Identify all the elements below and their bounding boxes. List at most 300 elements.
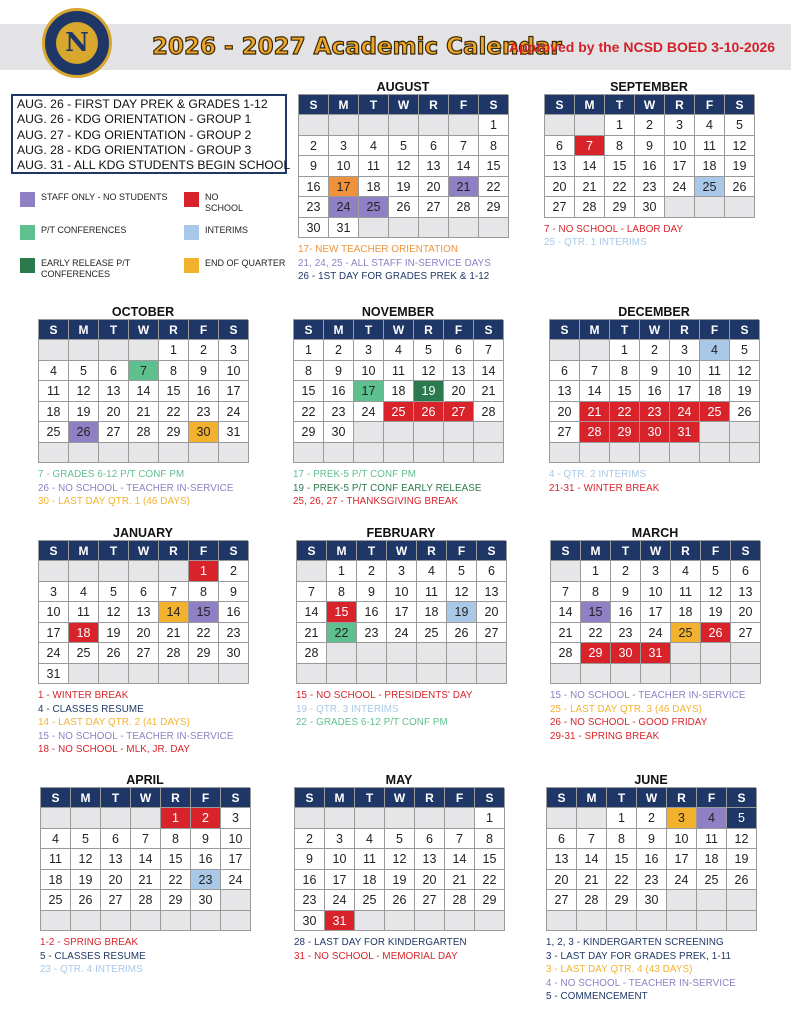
empty-cell — [695, 197, 725, 218]
day-cell: 12 — [447, 582, 477, 603]
weekday-header: S — [219, 541, 249, 561]
day-cell: 7 — [129, 361, 159, 382]
calendar-note: 21-31 - WINTER BREAK — [549, 482, 660, 494]
calendar-grid — [40, 787, 250, 931]
empty-cell — [327, 643, 357, 664]
calendar-note: 15 - NO SCHOOL - TEACHER IN-SERVICE — [550, 690, 746, 701]
day-cell: 15 — [327, 602, 357, 623]
empty-cell — [221, 911, 251, 932]
weekday-header: S — [730, 320, 760, 340]
weekday-header: S — [299, 95, 329, 115]
month-june — [546, 773, 756, 1004]
day-cell: 20 — [550, 402, 580, 423]
day-cell: 12 — [69, 381, 99, 402]
legend-staff-only — [20, 192, 191, 207]
day-cell: 16 — [640, 381, 670, 402]
day-cell: 14 — [445, 849, 475, 870]
day-cell: 11 — [417, 582, 447, 603]
day-cell: 13 — [101, 849, 131, 870]
day-cell: 9 — [295, 849, 325, 870]
day-cell: 9 — [637, 829, 667, 850]
empty-cell — [444, 422, 474, 443]
day-cell: 22 — [159, 402, 189, 423]
day-cell: 19 — [730, 381, 760, 402]
empty-cell — [71, 808, 101, 829]
calendar-note: 3 - LAST DAY QTR. 4 (43 DAYS) — [546, 964, 693, 975]
day-cell: 5 — [701, 561, 731, 582]
day-cell: 7 — [577, 829, 607, 850]
day-cell: 20 — [477, 602, 507, 623]
day-cell: 12 — [414, 361, 444, 382]
weekday-header: S — [219, 320, 249, 340]
day-cell: 1 — [294, 340, 324, 361]
day-cell: 24 — [325, 890, 355, 911]
month-name: NOVEMBER — [361, 305, 435, 319]
month-name: JANUARY — [113, 526, 173, 540]
month-december — [549, 305, 759, 495]
day-cell: 23 — [357, 623, 387, 644]
month-name: OCTOBER — [111, 305, 175, 319]
calendar-note: 25 - QTR. 1 INTERIMS — [544, 237, 647, 248]
day-cell: 18 — [697, 849, 727, 870]
day-cell: 17 — [670, 381, 700, 402]
weekday-header: R — [670, 320, 700, 340]
legend-label: P/T CONFERENCES — [41, 225, 127, 235]
day-cell: 29 — [294, 422, 324, 443]
day-cell: 16 — [611, 602, 641, 623]
day-cell: 26 — [730, 402, 760, 423]
day-cell: 29 — [605, 197, 635, 218]
empty-cell — [580, 443, 610, 464]
day-cell: 26 — [725, 177, 755, 198]
day-cell: 21 — [551, 623, 581, 644]
empty-cell — [474, 422, 504, 443]
day-cell: 26 — [69, 422, 99, 443]
day-cell: 24 — [354, 402, 384, 423]
day-cell: 10 — [325, 849, 355, 870]
weekday-header: S — [295, 788, 325, 808]
calendar-note: 7 - GRADES 6-12 P/T CONF PM — [38, 469, 185, 480]
day-cell: 20 — [444, 381, 474, 402]
day-cell: 3 — [641, 561, 671, 582]
day-cell: 5 — [730, 340, 760, 361]
calendar-note: 28 - LAST DAY FOR KINDERGARTEN — [294, 937, 467, 948]
day-cell: 14 — [474, 361, 504, 382]
empty-cell — [665, 197, 695, 218]
day-cell: 30 — [189, 422, 219, 443]
weekday-header: M — [69, 541, 99, 561]
weekday-header: F — [695, 95, 725, 115]
empty-cell — [730, 443, 760, 464]
day-cell: 27 — [415, 890, 445, 911]
day-cell: 7 — [580, 361, 610, 382]
day-cell: 3 — [354, 340, 384, 361]
day-cell: 19 — [69, 402, 99, 423]
weekday-header: M — [577, 788, 607, 808]
day-cell: 12 — [730, 361, 760, 382]
weekday-header: T — [605, 95, 635, 115]
day-cell: 4 — [417, 561, 447, 582]
day-cell: 26 — [99, 643, 129, 664]
calendar-note: 17- NEW TEACHER ORIENTATION — [298, 244, 459, 255]
day-cell: 1 — [161, 808, 191, 829]
key-date-2: AUG. 26 - KDG ORIENTATION - GROUP 1 — [17, 112, 252, 127]
day-cell: 12 — [725, 136, 755, 157]
weekday-header: R — [414, 320, 444, 340]
day-cell: 28 — [159, 643, 189, 664]
day-cell: 17 — [667, 849, 697, 870]
day-cell: 18 — [39, 402, 69, 423]
month-notes — [296, 689, 506, 730]
key-date-1: AUG. 26 - FIRST DAY PREK & GRADES 1-12 — [17, 97, 268, 111]
empty-cell — [415, 808, 445, 829]
weekday-header: F — [701, 541, 731, 561]
empty-cell — [41, 808, 71, 829]
day-cell: 10 — [670, 361, 700, 382]
day-cell: 1 — [327, 561, 357, 582]
day-cell: 18 — [355, 870, 385, 891]
day-cell: 21 — [474, 381, 504, 402]
day-cell: 8 — [189, 582, 219, 603]
day-cell: 5 — [725, 115, 755, 136]
day-cell: 31 — [641, 643, 671, 664]
legend-end-of-quarter — [184, 258, 310, 273]
calendar-note: 1 - WINTER BREAK — [38, 690, 129, 701]
weekday-header: R — [667, 788, 697, 808]
day-cell: 8 — [610, 361, 640, 382]
legend-label: EARLY RELEASE P/T CONFERENCES — [41, 258, 131, 279]
day-cell: 27 — [101, 890, 131, 911]
weekday-header: M — [327, 541, 357, 561]
day-cell: 28 — [131, 890, 161, 911]
legend-swatch — [184, 225, 199, 240]
day-cell: 18 — [41, 870, 71, 891]
day-cell: 16 — [357, 602, 387, 623]
day-cell: 24 — [221, 870, 251, 891]
weekday-header: M — [581, 541, 611, 561]
day-cell: 29 — [581, 643, 611, 664]
day-cell: 6 — [444, 340, 474, 361]
empty-cell — [550, 340, 580, 361]
key-date-5: AUG. 31 - ALL KDG STUDENTS BEGIN SCHOOL — [17, 158, 291, 173]
day-cell: 20 — [129, 623, 159, 644]
day-cell: 3 — [665, 115, 695, 136]
empty-cell — [701, 664, 731, 685]
day-cell: 6 — [101, 829, 131, 850]
day-cell: 23 — [189, 402, 219, 423]
empty-cell — [474, 443, 504, 464]
empty-cell — [129, 561, 159, 582]
day-cell: 2 — [640, 340, 670, 361]
day-cell: 23 — [219, 623, 249, 644]
approval-note: Approved by the NCSD BOED 3-10-2026 — [509, 39, 776, 55]
day-cell: 4 — [697, 808, 727, 829]
day-cell: 22 — [607, 870, 637, 891]
month-name: MAY — [385, 773, 413, 787]
day-cell: 6 — [547, 829, 577, 850]
empty-cell — [69, 664, 99, 685]
day-cell: 6 — [731, 561, 761, 582]
day-cell: 27 — [550, 422, 580, 443]
day-cell: 20 — [99, 402, 129, 423]
empty-cell — [477, 664, 507, 685]
day-cell: 17 — [219, 381, 249, 402]
day-cell: 4 — [695, 115, 725, 136]
weekday-header: R — [161, 788, 191, 808]
day-cell: 8 — [294, 361, 324, 382]
month-september — [544, 80, 754, 250]
day-cell: 3 — [670, 340, 700, 361]
weekday-header: S — [477, 541, 507, 561]
day-cell: 28 — [575, 197, 605, 218]
weekday-header: W — [131, 788, 161, 808]
day-cell: 24 — [219, 402, 249, 423]
day-cell: 16 — [635, 156, 665, 177]
day-cell: 6 — [129, 582, 159, 603]
day-cell: 3 — [667, 808, 697, 829]
day-cell: 9 — [299, 156, 329, 177]
day-cell: 20 — [547, 870, 577, 891]
empty-cell — [640, 443, 670, 464]
day-cell: 30 — [611, 643, 641, 664]
day-cell: 8 — [159, 361, 189, 382]
day-cell: 16 — [637, 849, 667, 870]
day-cell: 28 — [449, 197, 479, 218]
empty-cell — [419, 115, 449, 136]
day-cell: 7 — [551, 582, 581, 603]
day-cell: 30 — [191, 890, 221, 911]
empty-cell — [191, 911, 221, 932]
day-cell: 15 — [581, 602, 611, 623]
calendar-note: 4 - CLASSES RESUME — [38, 703, 144, 715]
empty-cell — [447, 664, 477, 685]
day-cell: 9 — [357, 582, 387, 603]
empty-cell — [670, 443, 700, 464]
weekday-header: T — [355, 788, 385, 808]
day-cell: 21 — [445, 870, 475, 891]
day-cell: 10 — [665, 136, 695, 157]
calendar-note: 15 - NO SCHOOL - PRESIDENTS' DAY — [296, 690, 473, 701]
empty-cell — [41, 911, 71, 932]
day-cell: 5 — [69, 361, 99, 382]
day-cell: 11 — [671, 582, 701, 603]
day-cell: 2 — [611, 561, 641, 582]
day-cell: 21 — [131, 870, 161, 891]
day-cell: 15 — [159, 381, 189, 402]
weekday-header: R — [665, 95, 695, 115]
month-notes — [40, 936, 250, 977]
legend-early-release — [20, 258, 151, 280]
day-cell: 31 — [670, 422, 700, 443]
empty-cell — [354, 443, 384, 464]
empty-cell — [99, 443, 129, 464]
day-cell: 30 — [219, 643, 249, 664]
day-cell: 23 — [324, 402, 354, 423]
day-cell: 2 — [637, 808, 667, 829]
day-cell: 15 — [294, 381, 324, 402]
month-march — [550, 526, 760, 743]
empty-cell — [297, 561, 327, 582]
day-cell: 27 — [547, 890, 577, 911]
weekday-header: S — [727, 788, 757, 808]
empty-cell — [99, 561, 129, 582]
month-notes — [38, 689, 248, 757]
day-cell: 5 — [447, 561, 477, 582]
day-cell: 25 — [39, 422, 69, 443]
month-notes — [544, 223, 754, 250]
calendar-note: 7 - NO SCHOOL - LABOR DAY — [544, 223, 684, 235]
page-title: 2026 - 2027 Academic Calendar — [152, 34, 562, 60]
weekday-header: M — [324, 320, 354, 340]
day-cell: 24 — [39, 643, 69, 664]
day-cell: 9 — [191, 829, 221, 850]
legend-interims — [184, 225, 295, 240]
day-cell: 28 — [445, 890, 475, 911]
month-notes — [298, 243, 508, 284]
empty-cell — [297, 664, 327, 685]
month-name: JUNE — [634, 773, 668, 787]
empty-cell — [725, 197, 755, 218]
calendar-note: 5 - CLASSES RESUME — [40, 950, 146, 962]
month-november — [293, 305, 503, 509]
day-cell: 9 — [219, 582, 249, 603]
empty-cell — [389, 218, 419, 239]
empty-cell — [700, 422, 730, 443]
weekday-header: M — [329, 95, 359, 115]
empty-cell — [697, 911, 727, 932]
day-cell: 26 — [71, 890, 101, 911]
day-cell: 16 — [299, 177, 329, 198]
day-cell: 22 — [605, 177, 635, 198]
empty-cell — [129, 340, 159, 361]
day-cell: 19 — [389, 177, 419, 198]
empty-cell — [730, 422, 760, 443]
empty-cell — [671, 664, 701, 685]
day-cell: 27 — [545, 197, 575, 218]
calendar-grid — [293, 319, 503, 463]
empty-cell — [581, 664, 611, 685]
day-cell: 17 — [39, 623, 69, 644]
empty-cell — [359, 218, 389, 239]
day-cell: 20 — [101, 870, 131, 891]
legend-swatch — [184, 258, 199, 273]
empty-cell — [445, 911, 475, 932]
empty-cell — [129, 443, 159, 464]
empty-cell — [129, 664, 159, 685]
weekday-header: S — [479, 95, 509, 115]
weekday-header: S — [294, 320, 324, 340]
empty-cell — [447, 643, 477, 664]
day-cell: 4 — [69, 582, 99, 603]
empty-cell — [357, 643, 387, 664]
empty-cell — [547, 808, 577, 829]
empty-cell — [389, 115, 419, 136]
day-cell: 21 — [580, 402, 610, 423]
empty-cell — [477, 643, 507, 664]
weekday-header: T — [101, 788, 131, 808]
day-cell: 23 — [635, 177, 665, 198]
calendar-note: 25 - LAST DAY QTR. 3 (46 DAYS) — [550, 703, 702, 715]
day-cell: 30 — [640, 422, 670, 443]
empty-cell — [384, 443, 414, 464]
day-cell: 10 — [221, 829, 251, 850]
day-cell: 26 — [385, 890, 415, 911]
weekday-header: F — [189, 541, 219, 561]
day-cell: 16 — [191, 849, 221, 870]
day-cell: 19 — [725, 156, 755, 177]
day-cell: 29 — [161, 890, 191, 911]
day-cell: 23 — [637, 870, 667, 891]
day-cell: 24 — [387, 623, 417, 644]
day-cell: 25 — [69, 643, 99, 664]
legend-label: END OF QUARTER — [205, 258, 286, 268]
day-cell: 1 — [605, 115, 635, 136]
day-cell: 2 — [219, 561, 249, 582]
weekday-header: T — [99, 320, 129, 340]
day-cell: 12 — [727, 829, 757, 850]
empty-cell — [727, 911, 757, 932]
day-cell: 21 — [129, 402, 159, 423]
empty-cell — [697, 890, 727, 911]
day-cell: 13 — [545, 156, 575, 177]
day-cell: 2 — [295, 829, 325, 850]
day-cell: 16 — [189, 381, 219, 402]
day-cell: 20 — [731, 602, 761, 623]
empty-cell — [355, 808, 385, 829]
day-cell: 21 — [159, 623, 189, 644]
empty-cell — [39, 340, 69, 361]
weekday-header: R — [671, 541, 701, 561]
day-cell: 9 — [635, 136, 665, 157]
calendar-note: 4 - NO SCHOOL - TEACHER IN-SERVICE — [546, 977, 736, 989]
weekday-header: W — [387, 541, 417, 561]
weekday-header: R — [419, 95, 449, 115]
empty-cell — [385, 808, 415, 829]
day-cell: 22 — [479, 177, 509, 198]
calendar-grid — [546, 787, 756, 931]
empty-cell — [419, 218, 449, 239]
day-cell: 22 — [475, 870, 505, 891]
calendar-note: 19 - PREK-5 P/T CONF EARLY RELEASE — [293, 482, 482, 494]
day-cell: 3 — [39, 582, 69, 603]
day-cell: 11 — [39, 381, 69, 402]
day-cell: 16 — [219, 602, 249, 623]
day-cell: 8 — [475, 829, 505, 850]
day-cell: 6 — [545, 136, 575, 157]
empty-cell — [547, 911, 577, 932]
day-cell: 25 — [417, 623, 447, 644]
empty-cell — [359, 115, 389, 136]
weekday-header: F — [191, 788, 221, 808]
legend-swatch — [20, 192, 35, 207]
empty-cell — [577, 808, 607, 829]
day-cell: 10 — [39, 602, 69, 623]
empty-cell — [189, 664, 219, 685]
weekday-header: R — [159, 320, 189, 340]
calendar-note: 26 - NO SCHOOL - TEACHER IN-SERVICE — [38, 482, 234, 494]
day-cell: 12 — [389, 156, 419, 177]
district-seal-icon — [42, 8, 112, 78]
day-cell: 12 — [385, 849, 415, 870]
empty-cell — [384, 422, 414, 443]
calendar-grid — [544, 94, 754, 218]
day-cell: 5 — [99, 582, 129, 603]
empty-cell — [727, 890, 757, 911]
day-cell: 7 — [575, 136, 605, 157]
calendar-note: 18 - NO SCHOOL - MLK, JR. DAY — [38, 744, 191, 755]
empty-cell — [417, 664, 447, 685]
empty-cell — [387, 664, 417, 685]
